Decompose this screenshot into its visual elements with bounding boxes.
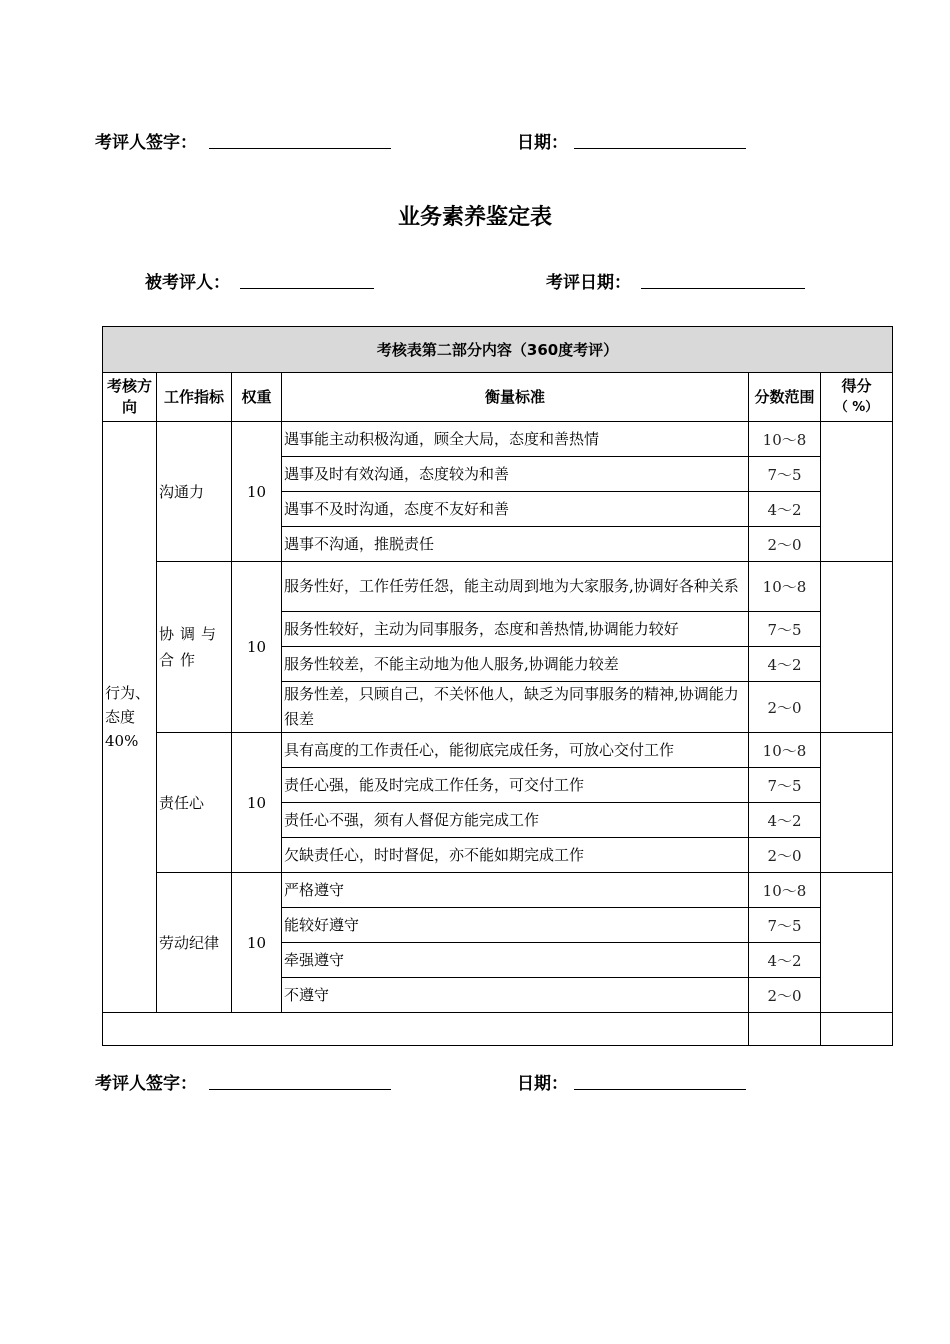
col-range: 分数范围: [749, 373, 821, 422]
criterion-cell: 遇事不及时沟通，态度不友好和善: [282, 492, 749, 527]
col-score-line2: （ %）: [834, 400, 879, 415]
indicator-cell: 劳动纪律: [157, 873, 232, 1013]
criterion-cell: 遇事及时有效沟通，态度较为和善: [282, 457, 749, 492]
direction-cell: 行为、态度40%: [103, 422, 157, 1013]
table-row: [103, 422, 893, 457]
total-score-cell[interactable]: [821, 1013, 893, 1046]
criterion-cell: 服务性差，只顾自己，不关怀他人，缺乏为同事服务的精神,协调能力很差: [282, 682, 749, 733]
criterion-cell: 责任心强，能及时完成工作任务，可交付工作: [282, 768, 749, 803]
indicator-cell: 协调与合作: [157, 562, 232, 733]
eval-date-field[interactable]: [641, 288, 805, 289]
range-cell: 4～2: [749, 803, 821, 838]
criterion-cell: 欠缺责任心，时时督促，亦不能如期完成工作: [282, 838, 749, 873]
range-cell: 2～0: [749, 838, 821, 873]
weight-cell: 10: [232, 562, 282, 733]
table-row: [103, 873, 893, 908]
criterion-cell: 遇事能主动积极沟通，顾全大局，态度和善热情: [282, 422, 749, 457]
top-evaluator-label: 考评人签字：: [95, 133, 197, 153]
total-label-cell: [103, 1013, 749, 1046]
criterion-cell: 牵强遵守: [282, 943, 749, 978]
range-cell: 2～0: [749, 682, 821, 733]
range-cell: 4～2: [749, 943, 821, 978]
top-signature-line: [0, 128, 950, 154]
eval-date-label: 考评日期：: [546, 273, 631, 293]
indicator-cell: 沟通力: [157, 422, 232, 562]
evaluatee-field[interactable]: [240, 288, 374, 289]
total-row: [103, 1013, 893, 1046]
bottom-signature-line: [0, 1069, 950, 1095]
section-header-row: [103, 327, 893, 373]
col-score: [821, 373, 893, 422]
column-header-row: [103, 373, 893, 422]
score-input-cell[interactable]: [821, 422, 893, 562]
col-indicator: 工作指标: [157, 373, 232, 422]
col-score-line1: 得分: [841, 377, 872, 395]
range-cell: 7～5: [749, 908, 821, 943]
range-cell: 2～0: [749, 527, 821, 562]
criterion-cell: 具有高度的工作责任心，能彻底完成任务，可放心交付工作: [282, 733, 749, 768]
evaluatee-label: 被考评人：: [145, 273, 230, 293]
col-direction: 考核方向: [103, 373, 157, 422]
col-criteria: 衡量标准: [282, 373, 749, 422]
assessment-table: [102, 326, 893, 1046]
range-cell: 4～2: [749, 492, 821, 527]
criterion-cell: 不遵守: [282, 978, 749, 1013]
weight-cell: 10: [232, 422, 282, 562]
criterion-cell: 遇事不沟通，推脱责任: [282, 527, 749, 562]
indicator-cell: 责任心: [157, 733, 232, 873]
range-cell: 4～2: [749, 647, 821, 682]
score-input-cell[interactable]: [821, 733, 893, 873]
bottom-evaluator-signature-field[interactable]: [209, 1089, 391, 1090]
criterion-cell: 服务性较差，不能主动地为他人服务,协调能力较差: [282, 647, 749, 682]
top-date-label: 日期：: [517, 133, 568, 153]
criterion-cell: 服务性好，工作任劳任怨，能主动周到地为大家服务,协调好各种关系: [282, 562, 749, 612]
section-header: 考核表第二部分内容（360度考评）: [103, 327, 893, 373]
col-weight: 权重: [232, 373, 282, 422]
range-cell: 2～0: [749, 978, 821, 1013]
criterion-cell: 服务性较好，主动为同事服务，态度和善热情,协调能力较好: [282, 612, 749, 647]
weight-cell: 10: [232, 733, 282, 873]
table-row: [103, 562, 893, 612]
evaluatee-line: [0, 268, 950, 294]
range-cell: 7～5: [749, 768, 821, 803]
table-row: [103, 733, 893, 768]
range-cell: 10～8: [749, 422, 821, 457]
range-cell: 7～5: [749, 457, 821, 492]
score-input-cell[interactable]: [821, 562, 893, 733]
weight-cell: 10: [232, 873, 282, 1013]
criterion-cell: 严格遵守: [282, 873, 749, 908]
top-evaluator-signature-field[interactable]: [209, 148, 391, 149]
criterion-cell: 能较好遵守: [282, 908, 749, 943]
bottom-evaluator-label: 考评人签字：: [95, 1074, 197, 1094]
page-title: 业务素养鉴定表: [397, 205, 552, 230]
score-input-cell[interactable]: [821, 873, 893, 1013]
total-range-cell: [749, 1013, 821, 1046]
top-date-field[interactable]: [574, 148, 746, 149]
range-cell: 10～8: [749, 873, 821, 908]
criterion-cell: 责任心不强，须有人督促方能完成工作: [282, 803, 749, 838]
range-cell: 10～8: [749, 562, 821, 612]
bottom-date-field[interactable]: [574, 1089, 746, 1090]
bottom-date-label: 日期：: [517, 1074, 568, 1094]
range-cell: 7～5: [749, 612, 821, 647]
range-cell: 10～8: [749, 733, 821, 768]
